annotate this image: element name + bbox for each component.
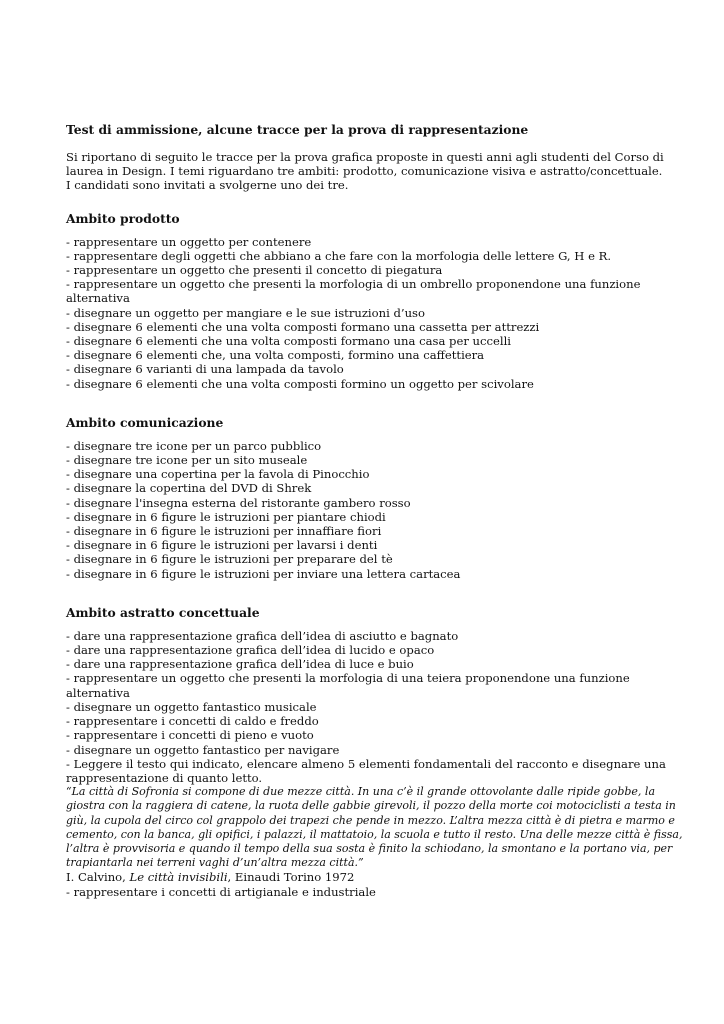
section-heading: Ambito astratto concettuale bbox=[66, 604, 260, 620]
list-item: - disegnare l'insegna esterna del ristorante gambero rosso bbox=[66, 495, 411, 510]
list-item: - rappresentare un oggetto che presenti la morfologia di un ombrello proponendone una funzione alternativa bbox=[66, 277, 641, 306]
citation-publisher: , Einaudi Torino 1972 bbox=[227, 870, 355, 885]
list-item: - disegnare 6 elementi che una volta composti formano una casa per uccelli bbox=[66, 334, 511, 349]
section-heading: Ambito prodotto bbox=[66, 210, 180, 226]
item-list bbox=[66, 235, 684, 391]
list-item: - rappresentare un oggetto che presenti il concetto di piegatura bbox=[66, 263, 443, 278]
list-item: - disegnare 6 elementi che, una volta composti, formino una caffettiera bbox=[66, 348, 485, 363]
citation-book-title: Le città invisibili bbox=[129, 870, 228, 885]
section-comunicazione bbox=[66, 415, 684, 581]
list-item: - disegnare un oggetto fantastico per navigare bbox=[66, 742, 340, 757]
list-item: - disegnare un oggetto fantastico musicale bbox=[66, 699, 317, 714]
list-item: - disegnare un oggetto per mangiare e le sue istruzioni d’uso bbox=[66, 305, 425, 320]
list-item: - disegnare la copertina del DVD di Shrek bbox=[66, 481, 312, 496]
list-item: - dare una rappresentazione grafica dell’idea di luce e buio bbox=[66, 657, 414, 672]
list-item: - rappresentare un oggetto che presenti la morfologia di una teiera proponendone una funzione alternativa bbox=[66, 671, 630, 700]
item-list bbox=[66, 439, 684, 581]
list-item: - rappresentare i concetti di artigianale e industriale bbox=[66, 884, 376, 899]
citation-author: I. Calvino, bbox=[66, 870, 130, 885]
list-item: - rappresentare i concetti di pieno e vuoto bbox=[66, 728, 314, 743]
intro-paragraph: Si riportano di seguito le tracce per la prova grafica proposte in questi anni agli studenti del Corso di laurea in Design. I temi riguardano tre ambiti: prodotto, comunicazione visiva e astratto/concettuale. bbox=[66, 150, 664, 179]
list-item: - disegnare 6 varianti di una lampada da tavolo bbox=[66, 362, 344, 377]
section-heading: Ambito comunicazione bbox=[66, 414, 224, 430]
quote-citation bbox=[66, 870, 684, 884]
list-item: - disegnare in 6 figure le istruzioni per innaffiare fiori bbox=[66, 524, 382, 539]
calvino-quote: “La città di Sofronia si compone di due mezze città. In una c’è il grande ottovolante dalle ripide gobbe, la giostra con la raggiera di catene, la ruota delle gabbie girevoli, il pozzo della morte coi motociclisti a testa in giù, la cupola del circo col grappolo dei trapezi che pende in mezzo. L’altra mezza città è di pietra e marmo e cemento, con la banca, gli opifici, i palazzi, il mattatoio, la scuola e tutto il resto. Una delle mezze città è fissa, l’altra è provvisoria e quando il tempo della sua sosta è finito la schiodano, la smontano e la portano via, per trapiantarla nei terreni vaghi d’un’altra mezza città.” bbox=[66, 785, 683, 870]
list-item: - disegnare tre icone per un sito museale bbox=[66, 453, 308, 468]
list-item: - disegnare in 6 figure le istruzioni per preparare del tè bbox=[66, 552, 393, 567]
list-item: - disegnare 6 elementi che una volta composti formano una cassetta per attrezzi bbox=[66, 319, 540, 334]
intro bbox=[66, 150, 684, 193]
item-list bbox=[66, 629, 684, 785]
list-item: - dare una rappresentazione grafica dell’idea di lucido e opaco bbox=[66, 643, 435, 658]
section-astratto bbox=[66, 605, 684, 899]
list-item: - disegnare una copertina per la favola di Pinocchio bbox=[66, 467, 370, 482]
list-item: - disegnare tre icone per un parco pubblico bbox=[66, 438, 322, 453]
list-item: - disegnare in 6 figure le istruzioni per inviare una lettera cartacea bbox=[66, 566, 461, 581]
list-item: - disegnare in 6 figure le istruzioni per piantare chiodi bbox=[66, 509, 386, 524]
document-title: Test di ammissione, alcune tracce per la prova di rappresentazione bbox=[66, 122, 529, 137]
list-item: - rappresentare i concetti di caldo e freddo bbox=[66, 714, 319, 729]
intro-paragraph: I candidati sono invitati a svolgerne uno dei tre. bbox=[66, 178, 349, 193]
section-prodotto bbox=[66, 211, 684, 391]
list-item: - dare una rappresentazione grafica dell’idea di asciutto e bagnato bbox=[66, 628, 459, 643]
list-item: - rappresentare degli oggetti che abbiano a che fare con la morfologia delle lettere G, H e R. bbox=[66, 248, 612, 263]
list-item: - rappresentare un oggetto per contenere bbox=[66, 234, 312, 249]
list-item: - disegnare 6 elementi che una volta composti formino un oggetto per scivolare bbox=[66, 376, 534, 391]
list-item: - Leggere il testo qui indicato, elencare almeno 5 elementi fondamentali del racconto e disegnare una rappresentazione di quanto letto. bbox=[66, 756, 666, 785]
list-item: - disegnare in 6 figure le istruzioni per lavarsi i denti bbox=[66, 538, 378, 553]
